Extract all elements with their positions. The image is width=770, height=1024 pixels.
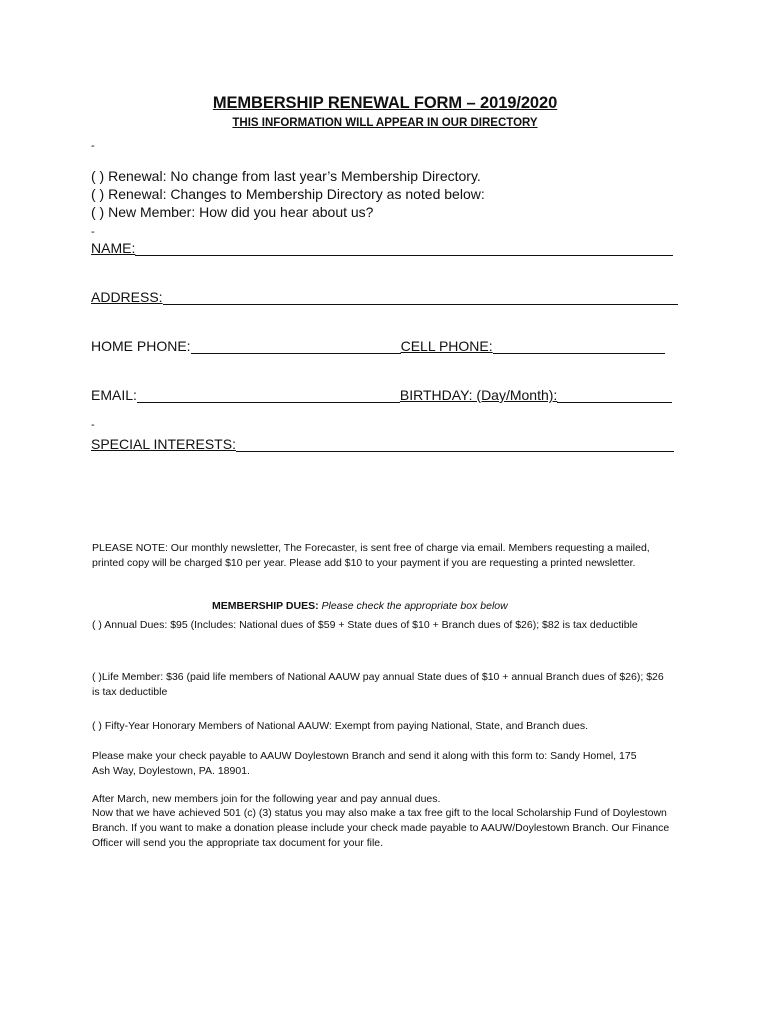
- birthday-field[interactable]: [557, 387, 672, 403]
- address-label: ADDRESS:: [91, 289, 163, 305]
- address-field[interactable]: [163, 289, 678, 305]
- dash-mark: -: [91, 226, 95, 238]
- email-field[interactable]: [137, 387, 400, 403]
- dues-instruction: Please check the appropriate box below: [321, 600, 508, 612]
- special-interests-label: SPECIAL INTERESTS:: [91, 436, 236, 452]
- dues-option-life[interactable]: ( )Life Member: $36 (paid life members of National AAUW pay annual State dues of $10 + annual Branch dues of $26); $26 is tax deductible: [92, 671, 664, 698]
- newsletter-note: PLEASE NOTE: Our monthly newsletter, The Forecaster, is sent free of charge via email. Members requesting a mailed, printed copy will be charged $10 per year. Please add $10 to your payment if you are requesting a printed newsletter.: [92, 542, 650, 569]
- phone-field-row: [91, 338, 665, 354]
- cell-phone-field[interactable]: [493, 338, 665, 354]
- option-new-member[interactable]: ( ) New Member: How did you hear about us?: [91, 204, 374, 220]
- special-interests-field-row: [91, 436, 674, 452]
- dues-option-fifty-year[interactable]: ( ) Fifty-Year Honorary Members of National AAUW: Exempt from paying National, State, and Branch dues.: [92, 720, 589, 732]
- cell-phone-label: CELL PHONE:: [400, 338, 493, 354]
- dash-mark: -: [91, 419, 95, 431]
- birthday-label: BIRTHDAY: (Day/Month):: [399, 387, 558, 403]
- home-phone-field[interactable]: [191, 338, 401, 354]
- dues-heading: [212, 600, 508, 612]
- donation-note: Now that we have achieved 501 (c) (3) status you may also make a tax free gift to the local Scholarship Fund of Doylestown Branch. If you want to make a donation please include your check made payable to AAUW/Doylestown Branch. Our Finance Officer will send you the appropriate tax document for your file.: [92, 807, 670, 849]
- option-renewal-changes[interactable]: ( ) Renewal: Changes to Membership Directory as noted below:: [91, 186, 485, 202]
- home-phone-label: HOME PHONE:: [91, 338, 191, 354]
- dues-option-annual[interactable]: ( ) Annual Dues: $95 (Includes: National dues of $59 + State dues of $10 + Branch dues of $26); $82 is tax deductible: [92, 619, 638, 631]
- name-label: NAME:: [91, 240, 136, 256]
- name-field-row: [91, 240, 673, 256]
- special-interests-field[interactable]: [236, 436, 674, 452]
- email-label: EMAIL:: [91, 387, 137, 403]
- payment-instructions: Please make your check payable to AAUW Doylestown Branch and send it along with this form to: Sandy Homel, 175 Ash Way, Doylestown, PA. 18901.: [92, 750, 637, 777]
- dash-mark: -: [91, 140, 95, 152]
- email-field-row: [91, 387, 672, 403]
- dues-heading-label: MEMBERSHIP DUES:: [212, 600, 319, 612]
- page-subtitle: THIS INFORMATION WILL APPEAR IN OUR DIRECTORY: [232, 117, 538, 129]
- address-field-row: [91, 289, 678, 305]
- name-field[interactable]: [135, 240, 673, 256]
- page-title: MEMBERSHIP RENEWAL FORM – 2019/2020: [212, 94, 558, 112]
- after-march-note: After March, new members join for the following year and pay annual dues.: [92, 793, 441, 805]
- option-renewal-no-change[interactable]: ( ) Renewal: No change from last year’s Membership Directory.: [91, 168, 481, 184]
